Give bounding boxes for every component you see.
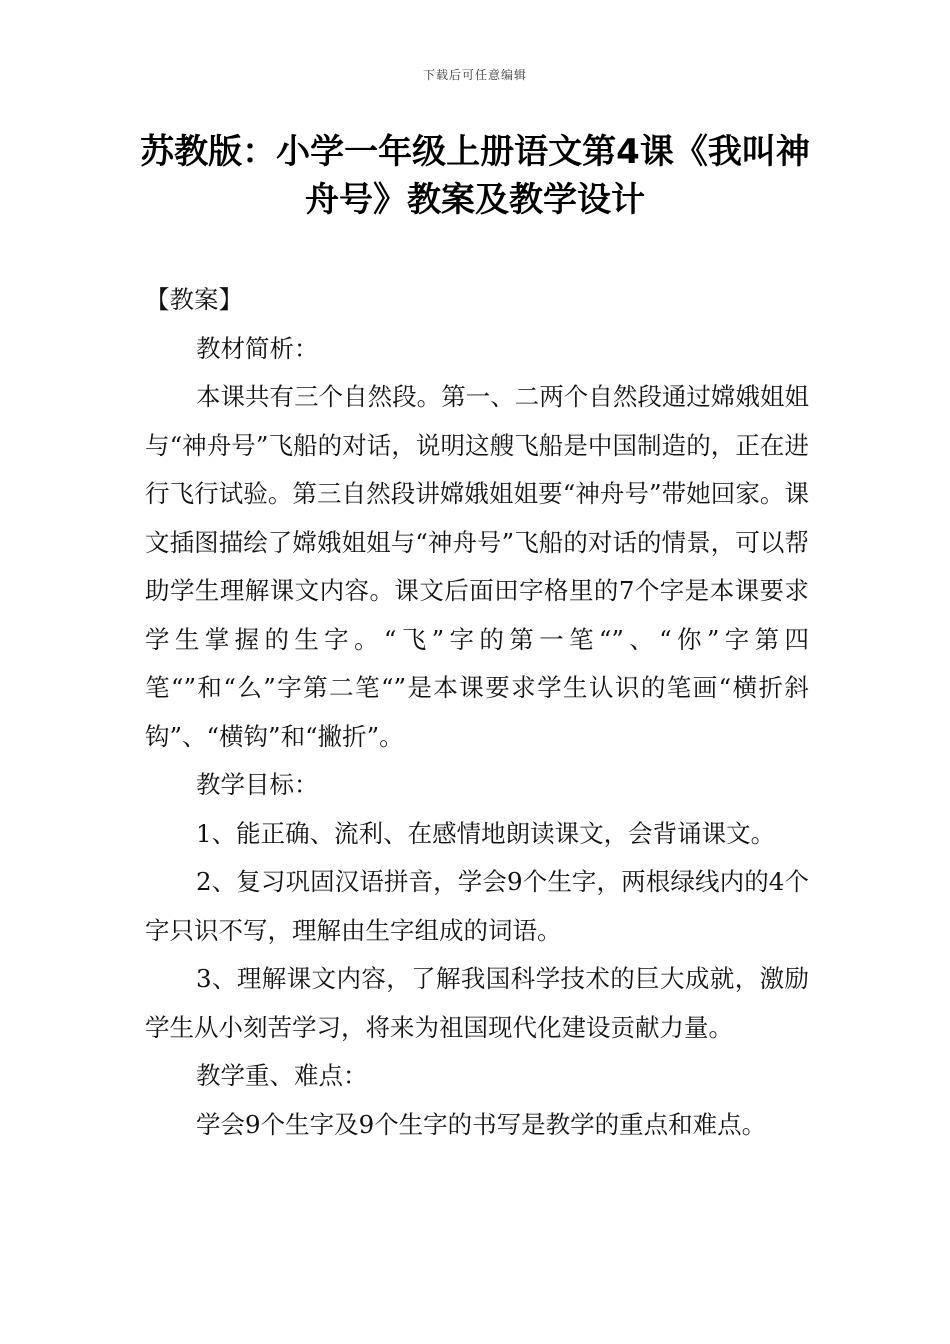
header-note: 下载后可任意编辑 (422, 68, 527, 82)
key-points-heading: 教学重、难点： (196, 1061, 368, 1090)
section-label: 【教案】 (145, 285, 243, 314)
goals-heading: 教学目标： (196, 770, 319, 799)
key-points-paragraph: 学会9个生字及9个生字的书写是教学的重点和难点。 (196, 1109, 767, 1139)
goal-item-3: 3、理解课文内容，了解我国科学技术的巨大成就，激励学生从小刻苦学习，将来为祖国现代化建设贡献力量。 (145, 964, 809, 1042)
document-body (145, 276, 809, 1149)
analysis-heading: 教材简析： (196, 333, 319, 363)
goal-item-2: 2、复习巩固汉语拼音，学会9个生字，两根绿线内的4个字只识不写，理解由生字组成的词语。 (145, 867, 809, 945)
document-title: 苏教版：小学一年级上册语文第4课《我叫神舟号》教案及教学设计 (140, 132, 810, 220)
goal-item-1: 1、能正确、流利、在感情地朗读课文，会背诵课文。 (196, 818, 776, 848)
analysis-paragraph: 本课共有三个自然段。第一、二两个自然段通过嫦娥姐姐与“神舟号”飞船的对话，说明这艘飞船是中国制造的，正在进行飞行试验。第三自然段讲嫦娥姐姐要“神舟号”带她回家。课文插图描绘了嫦娥姐姐与“神舟号”飞船的对话的情景，可以帮助学生理解课文内容。课文后面田字格里的7个字是本课要求学生掌握的生字。“飞”字的第一笔“”、“你”字第四笔“”和“么”字第二笔“”是本课要求学生认识的笔画“横折斜钩”、“横钩”和“撇折”。 (145, 382, 809, 751)
